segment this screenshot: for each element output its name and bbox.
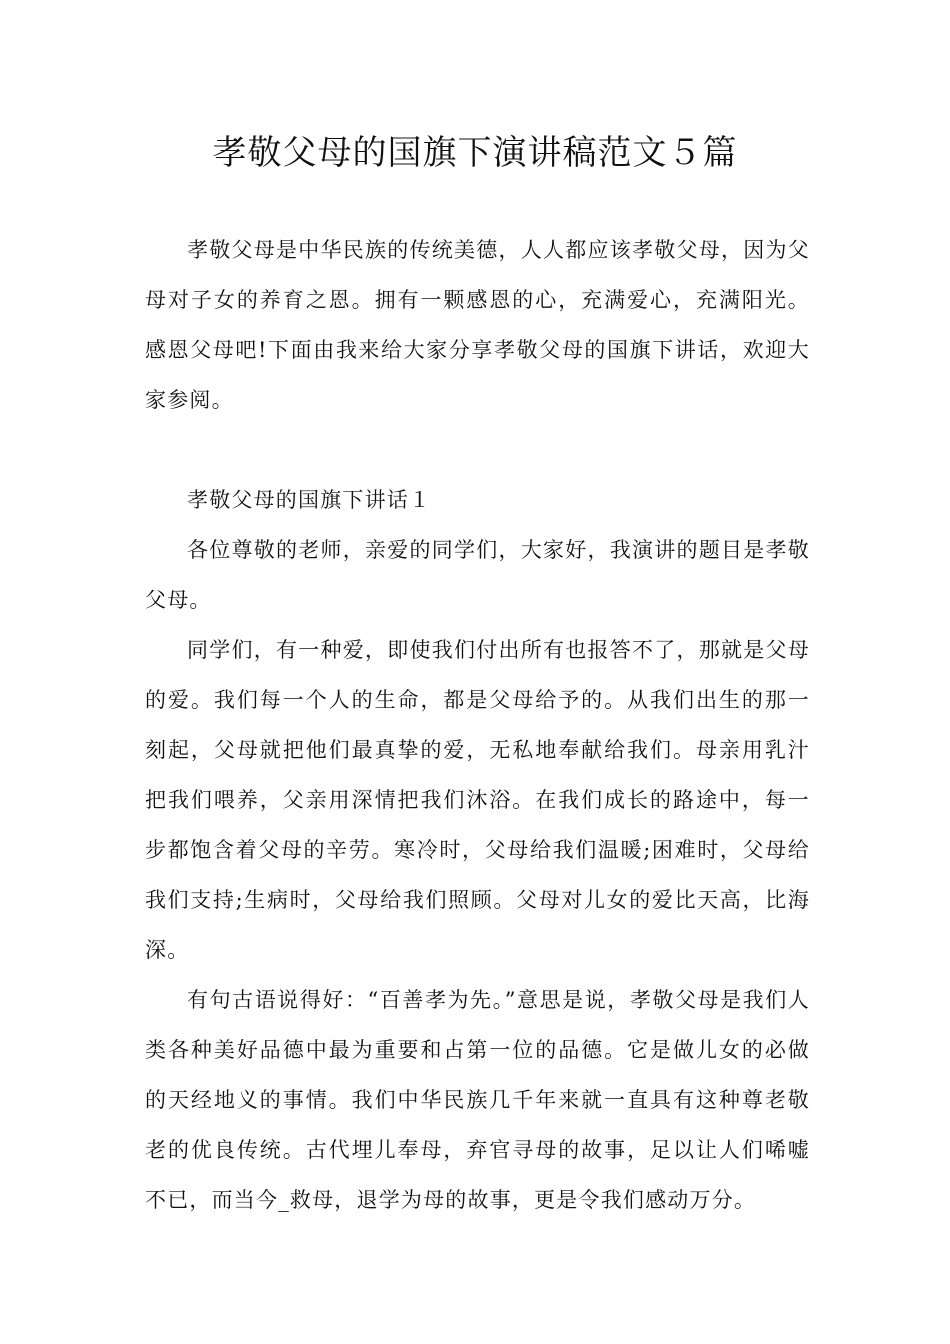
document-title: 孝敬父母的国旗下演讲稿范文５篇 [212, 133, 738, 173]
intro-paragraph: 孝敬父母是中华民族的传统美德，人人都应该孝敬父母，因为父母对子女的养育之恩。拥有一颗感恩的心，充满爱心，充满阳光。感恩父母吧!下面由我来给大家分享孝敬父母的国旗下讲话，欢迎大家参阅。 [145, 238, 810, 412]
speech-section [145, 475, 810, 1225]
body-paragraph: 有句古语说得好：“百善孝为先。”意思是说，孝敬父母是我们人类各种美好品德中最为重要和占第一位的品德。它是做儿女的必做的天经地义的事情。我们中华民族几千年来就一直具有这种尊老敬老的优良传统。古代埋儿奉母，弃官寻母的故事，足以让人们唏嘘不已，而当今_救母，退学为母的故事，更是令我们感动万分。 [145, 988, 810, 1212]
body-paragraph: 各位尊敬的老师，亲爱的同学们，大家好，我演讲的题目是孝敬父母。 [145, 538, 810, 612]
body-paragraph: 同学们，有一种爱，即使我们付出所有也报答不了，那就是父母的爱。我们每一个人的生命，都是父母给予的。从我们出生的那一刻起，父母就把他们最真挚的爱，无私地奉献给我们。母亲用乳汁把我们喂养，父亲用深情把我们沐浴。在我们成长的路途中，每一步都饱含着父母的辛劳。寒冷时，父母给我们温暖;困难时，父母给我们支持;生病时，父母给我们照顾。父母对儿女的爱比天高，比海深。 [145, 638, 810, 962]
intro-block [145, 225, 810, 425]
section-heading: 孝敬父母的国旗下讲话１ [187, 488, 432, 512]
